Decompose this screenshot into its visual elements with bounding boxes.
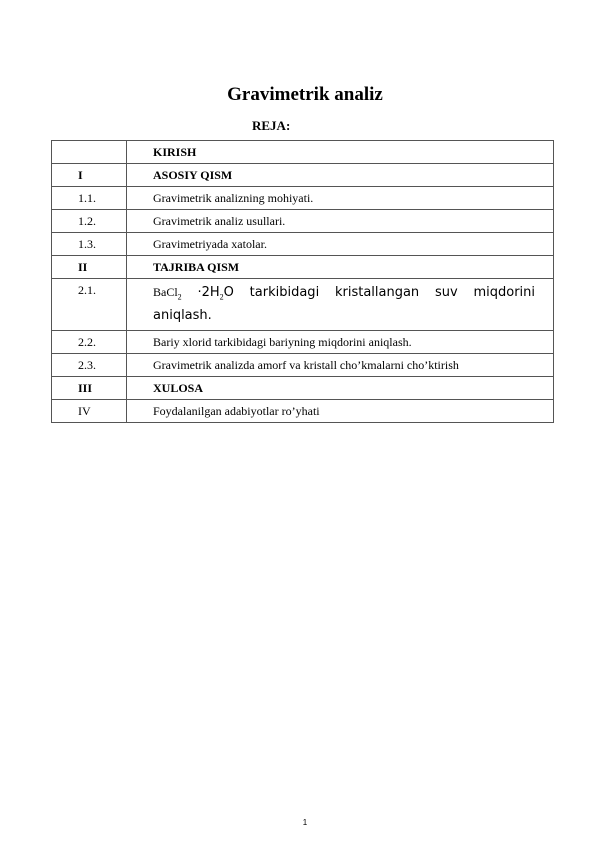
formula-subscript: 2 (219, 292, 224, 302)
row-number (52, 141, 127, 164)
page-number: 1 (302, 818, 308, 827)
row-number: 1.3. (52, 233, 127, 256)
table-row (52, 233, 554, 256)
table-row (52, 279, 554, 331)
row-text: XULOSA (127, 377, 554, 400)
row-number: I (52, 164, 127, 187)
table-row (52, 141, 554, 164)
document-title: Gravimetrik analiz (227, 84, 383, 105)
row-text: KIRISH (127, 141, 554, 164)
table-row (52, 377, 554, 400)
row-number: II (52, 256, 127, 279)
row-text: ASOSIY QISM (127, 164, 554, 187)
table-row (52, 256, 554, 279)
table-row (52, 164, 554, 187)
row-number: 2.3. (52, 354, 127, 377)
row-number: IV (52, 400, 127, 423)
table-row (52, 354, 554, 377)
row-text: Gravimetrik analizda amorf va kristall cho’kmalarni cho’ktirish (127, 354, 554, 377)
formula-subscript: 2 (177, 292, 182, 302)
table-row (52, 187, 554, 210)
table-of-contents (51, 140, 554, 423)
row-text: Gravimetrik analizning mohiyati. (127, 187, 554, 210)
row-number: 1.2. (52, 210, 127, 233)
plan-heading: REJA: (252, 118, 291, 133)
formula-bacl: BaCl (153, 285, 178, 299)
formula-water: ·2H (181, 285, 220, 300)
table-row (52, 331, 554, 354)
row-text: TAJRIBA QISM (127, 256, 554, 279)
row-text: Foydalanilgan adabiyotlar ro’yhati (127, 400, 554, 423)
row-text-formula (127, 279, 554, 331)
row-text: Bariy xlorid tarkibidagi bariyning miqdorini aniqlash. (127, 331, 554, 354)
row-number: 1.1. (52, 187, 127, 210)
formula-description: O tarkibidagi kristallangan suv miqdorini aniqlash. (153, 285, 536, 324)
row-number: III (52, 377, 127, 400)
row-text: Gravimetriyada xatolar. (127, 233, 554, 256)
row-number: 2.1. (52, 279, 127, 331)
row-text: Gravimetrik analiz usullari. (127, 210, 554, 233)
row-number: 2.2. (52, 331, 127, 354)
table-row (52, 210, 554, 233)
table-row (52, 400, 554, 423)
